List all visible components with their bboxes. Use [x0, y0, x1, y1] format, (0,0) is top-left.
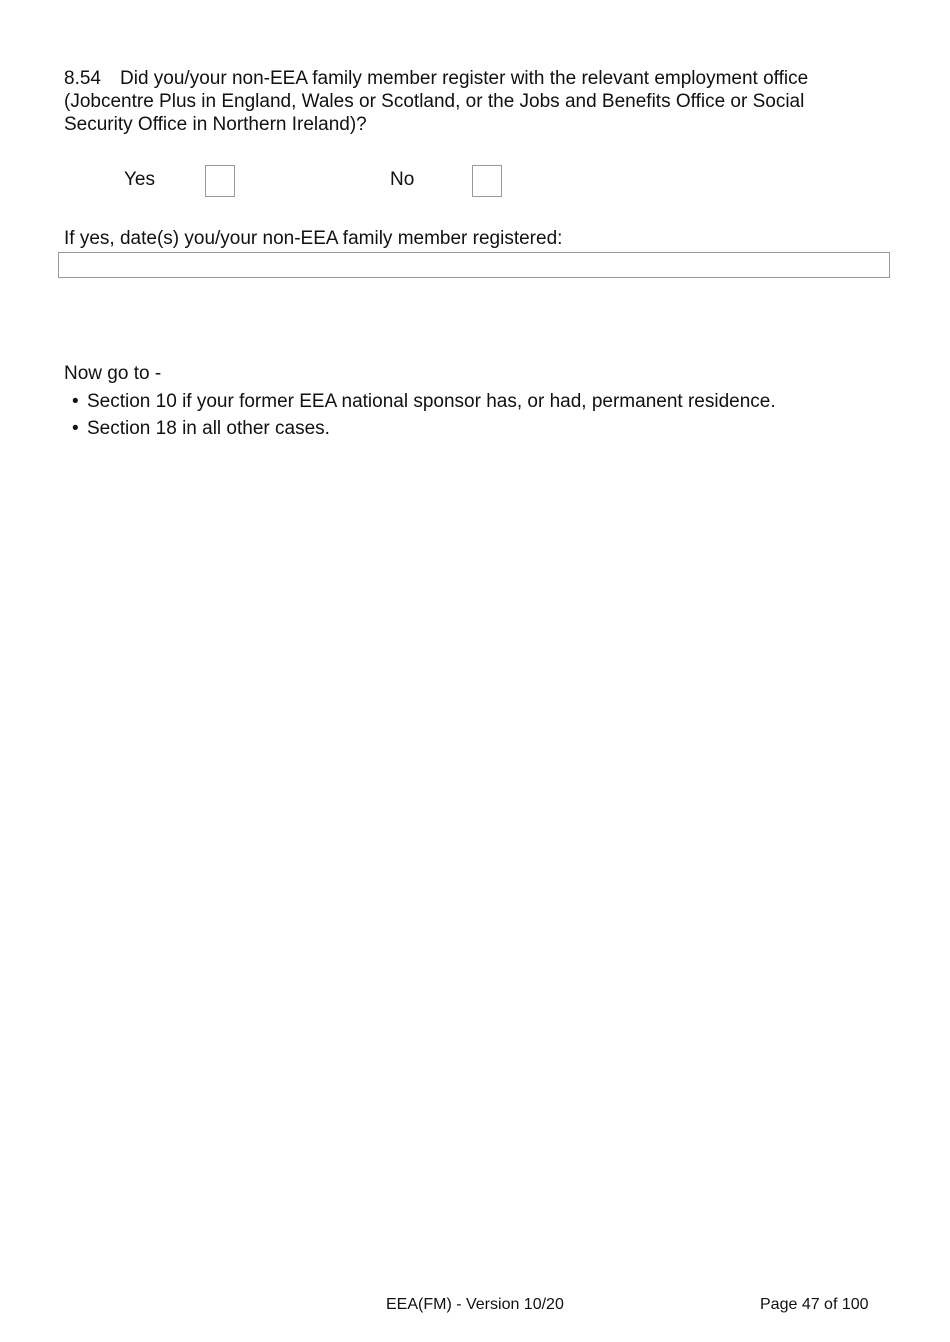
next-step-text: Section 10 if your former EEA national sponsor has, or had, permanent residence. — [87, 391, 776, 412]
next-steps-intro: Now go to - — [64, 363, 162, 384]
registration-date-label: If yes, date(s) you/your non-EEA family member registered: — [64, 228, 563, 249]
next-step-text: Section 18 in all other cases. — [87, 418, 330, 439]
no-label: No — [390, 169, 415, 190]
question-text: Did you/your non-EEA family member register with the relevant employment office (Jobcentre Plus in England, Wales or Scotland, or the Jobs and Benefits Office or Social Security Office in Northern Ireland)? — [64, 68, 809, 135]
list-item — [72, 415, 776, 442]
bullet-icon: • — [72, 391, 79, 412]
footer-page-number: Page 47 of 100 — [760, 1296, 869, 1313]
question-8-54 — [64, 67, 864, 136]
no-checkbox[interactable] — [472, 165, 502, 197]
yes-checkbox[interactable] — [205, 165, 235, 197]
footer-version: EEA(FM) - Version 10/20 — [386, 1296, 564, 1313]
yes-label: Yes — [124, 169, 155, 190]
bullet-icon: • — [72, 418, 79, 439]
list-item — [72, 388, 776, 415]
question-number: 8.54 — [64, 68, 101, 89]
next-steps-list — [72, 388, 776, 442]
registration-date-input[interactable] — [58, 252, 890, 278]
